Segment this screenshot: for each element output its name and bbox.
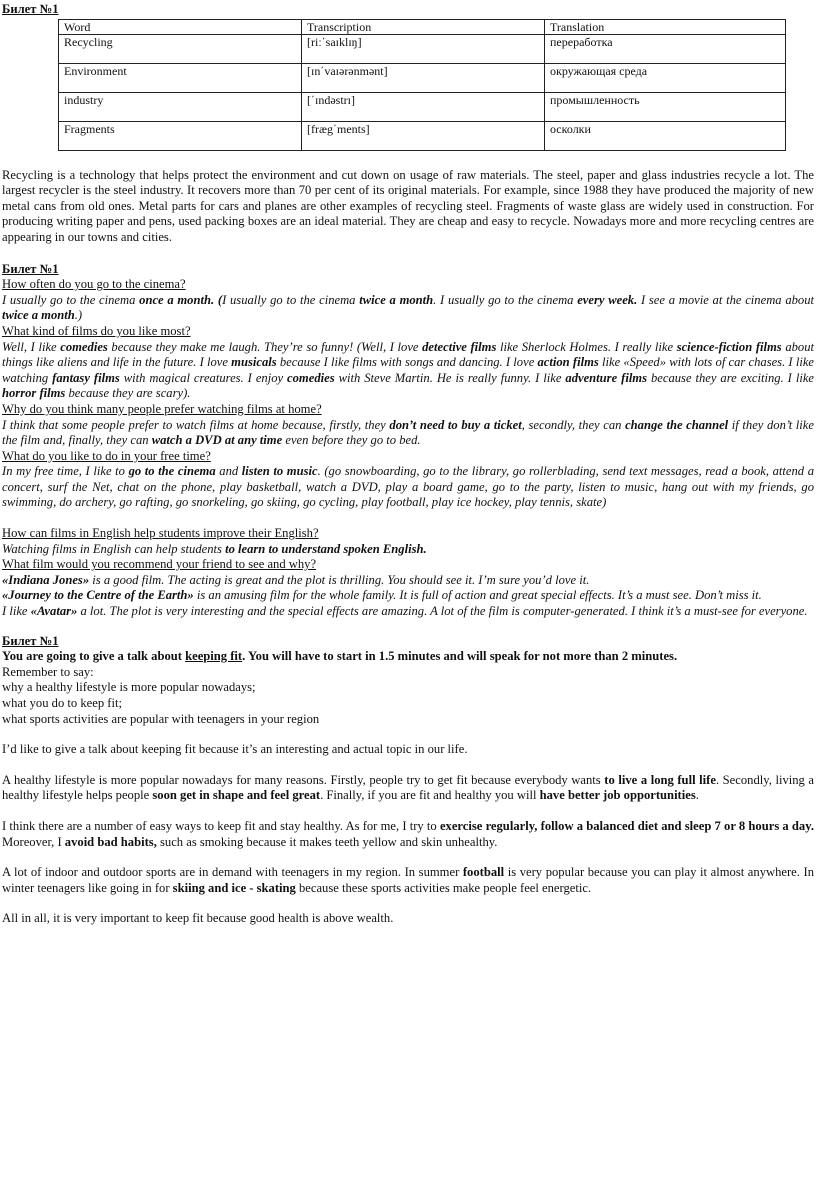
question-3: Why do you think many people prefer watching films at home? bbox=[2, 401, 322, 416]
ticket-heading-2: Билет №1 bbox=[2, 261, 59, 276]
answer-6-avatar: I like «Avatar» a lot. The plot is very interesting and the special effects are amazing. A lot of the film is computer-generated. I think it’s a must-see for everyone. bbox=[2, 604, 808, 619]
answer-1: I usually go to the cinema once a month. (I usually go to the cinema twice a month. I usually go to the cinema every week. I see a movie at the cinema about twice a month.) bbox=[2, 292, 815, 323]
vocabulary-table bbox=[58, 19, 786, 151]
fit-paragraph-intro: I’d like to give a talk about keeping fit because it’s an interesting and actual topic in our life. bbox=[2, 742, 468, 757]
fit-paragraph-conclusion: All in all, it is very important to keep fit because good health is above wealth. bbox=[2, 911, 394, 926]
translation-cell: окружающая среда bbox=[545, 63, 786, 92]
answer-6-journey: «Journey to the Centre of the Earth» is an amusing film for the whole family. It is full of action and great special effects. It’s a must see. Don’t miss it. bbox=[2, 588, 762, 603]
answer-5: Watching films in English can help students to learn to understand spoken English. bbox=[2, 541, 427, 556]
ticket-heading-1: Билет №1 bbox=[2, 2, 59, 16]
transcription-cell: [΄ɪndəstrɪ] bbox=[302, 92, 545, 121]
document-page bbox=[2, 2, 814, 927]
task-point: what sports activities are popular with teenagers in your region bbox=[2, 711, 320, 726]
header-transcription: Transcription bbox=[302, 19, 545, 34]
transcription-cell: [riː΄saɪklɪŋ] bbox=[302, 34, 545, 63]
word-cell: industry bbox=[59, 92, 302, 121]
question-5: How can films in English help students improve their English? bbox=[2, 526, 319, 541]
answer-2: Well, I like comedies because they make me laugh. They’re so funny! (Well, I love detective films like Sherlock Holmes. I really like science-fiction films about things like aliens and life in the future. I love musicals because I like films with songs and dancing. I love action films like «Speed» with lots of car chases. I like watching fantasy films with magical creatures. I enjoy comedies with Steve Martin. He is really funny. I like adventure films because they are exciting. I like horror films because they are scary). bbox=[2, 339, 815, 401]
transcription-cell: [fræg΄ments] bbox=[302, 121, 545, 150]
translation-cell: промышленность bbox=[545, 92, 786, 121]
question-6: What film would you recommend your friend to see and why? bbox=[2, 557, 317, 572]
question-2: What kind of films do you like most? bbox=[2, 323, 191, 338]
header-word: Word bbox=[59, 19, 302, 34]
answer-4: In my free time, I like to go to the cinema and listen to music. (go snowboarding, go to the library, go rollerblading, send text messages, read a book, attend a concert, surf the Net, chat on the phone, play basketball, watch a DVD, play a board game, go to the party, listen to music, hang out with my friends, go swimming, do archery, go rafting, go snorkeling, go skiing, go cycling, play football, play ice hockey, play tennis, skate) bbox=[2, 464, 815, 510]
transcription-cell: [ɪn΄vaɪərənmənt] bbox=[302, 63, 545, 92]
answer-6-indiana-jones: «Indiana Jones» is a good film. The acting is great and the plot is thrilling. You should see it. I’m sure you’d love it. bbox=[2, 572, 590, 587]
header-translation: Translation bbox=[545, 19, 786, 34]
translation-cell: переработка bbox=[545, 34, 786, 63]
table-row bbox=[59, 34, 786, 63]
recycling-paragraph: Recycling is a technology that helps protect the environment and cut down on usage of raw materials. The steel, paper and glass industries recycle a lot. The largest recycler is the steel industry. It recovers more than 70 per cent of its original materials. For example, since 1988 they have produced the majority of new metal cans from old ones. Metal parts for cars and planes are other examples of recycling steel. Fragments of waste glass are widely used in construction. For producing writing paper and pens, used packing boxes are an ideal material. They are cheap and easy to recycle. Nowadays more and more recycling centres are appearing in our towns and cities. bbox=[2, 167, 814, 244]
fit-paragraph-sports: A lot of indoor and outdoor sports are in demand with teenagers in my region. In summer football is very popular because you can play it almost anywhere. In winter teenagers like going in for skiing and ice - skating because these sports activities make people feel energetic. bbox=[2, 865, 814, 895]
table-row bbox=[59, 63, 786, 92]
remember-label: Remember to say: bbox=[2, 664, 94, 679]
fit-paragraph-lifestyle: A healthy lifestyle is more popular nowadays for many reasons. Firstly, people try to get fit because everybody wants to live a long full life. Secondly, living a healthy lifestyle helps people soon get in shape and feel great. Finally, if you are fit and healthy you will have better job opportunities. bbox=[2, 772, 815, 803]
translation-cell: осколки bbox=[545, 121, 786, 150]
table-row bbox=[59, 121, 786, 150]
table-header-row bbox=[59, 19, 786, 34]
task-point: why a healthy lifestyle is more popular nowadays; bbox=[2, 680, 256, 695]
task-point: what you do to keep fit; bbox=[2, 696, 122, 710]
word-cell: Recycling bbox=[59, 34, 302, 63]
fit-paragraph-ways: I think there are a number of easy ways to keep fit and stay healthy. As for me, I try to exercise regularly, follow a balanced diet and sleep 7 or 8 hours a day. Moreover, I avoid bad habits, such as smoking because it makes teeth yellow and skin unhealthy. bbox=[2, 818, 814, 849]
question-1: How often do you go to the cinema? bbox=[2, 277, 186, 292]
task-instructions: You are going to give a talk about keeping fit. You will have to start in 1.5 minutes and will speak for not more than 2 minutes. bbox=[2, 649, 678, 664]
answer-3: I think that some people prefer to watch films at home because, firstly, they don’t need to buy a ticket, secondly, they can change the channel if they don’t like the film and, finally, they can watch a DVD at any time even before they go to bed. bbox=[2, 417, 814, 448]
table-row bbox=[59, 92, 786, 121]
word-cell: Fragments bbox=[59, 121, 302, 150]
question-4: What do you like to do in your free time? bbox=[2, 448, 211, 463]
ticket-heading-3: Билет №1 bbox=[2, 633, 59, 648]
word-cell: Environment bbox=[59, 63, 302, 92]
